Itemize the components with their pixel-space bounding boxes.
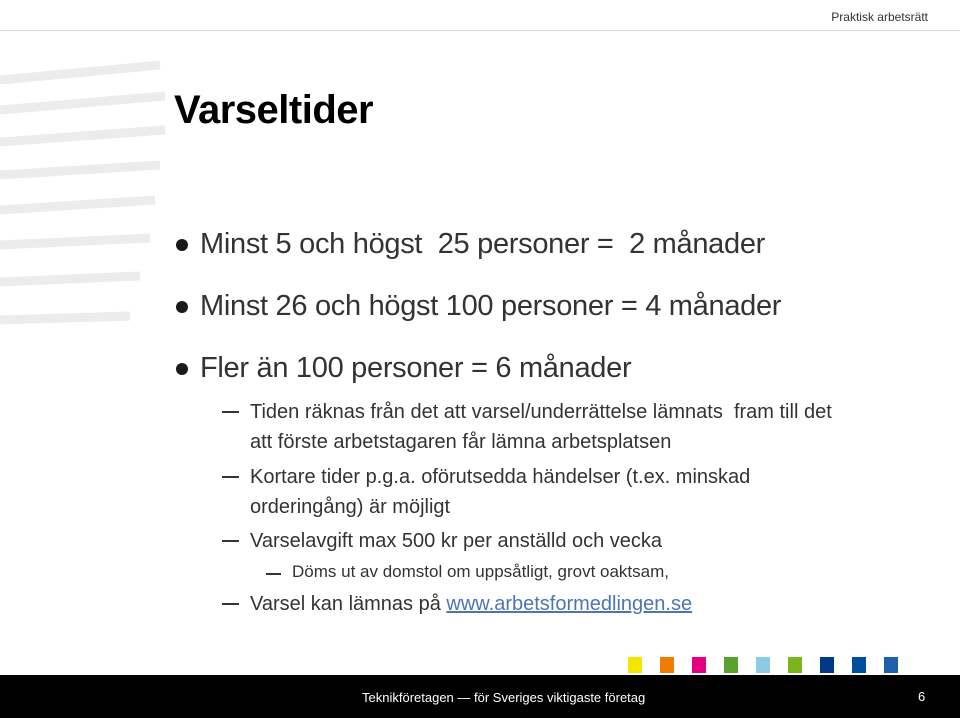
sub-bullet-line: Kortare tider p.g.a. oförutsedda händelser (t.ex. minskad: [250, 466, 751, 488]
color-square: [884, 657, 898, 673]
bullet-2: [200, 290, 781, 323]
color-square: [692, 657, 706, 673]
color-square: [724, 657, 738, 673]
sub-bullet-line: Varselavgift max 500 kr per anställd och vecka: [250, 530, 663, 552]
header-label: Praktisk arbetsrätt: [831, 10, 928, 24]
color-square: [628, 657, 642, 673]
sub-bullet-4: [250, 589, 850, 619]
slide-title: Varseltider: [174, 88, 374, 132]
sub-bullet-line: orderingång) är möjligt: [250, 496, 451, 518]
decorative-lines: [0, 60, 170, 390]
dash-icon: [266, 573, 281, 575]
sub-bullet-text: Varsel kan lämnas på: [250, 593, 447, 615]
bullet-dot-icon: [176, 239, 188, 251]
bullet-text: Fler än 100 personer = 6 månader: [200, 352, 632, 384]
sub-bullet-2: [250, 462, 850, 522]
color-square: [660, 657, 674, 673]
header-divider: [0, 30, 960, 31]
dash-icon: [222, 411, 239, 413]
sub-bullet-line: att förste arbetstagaren får lämna arbetsplatsen: [250, 431, 672, 453]
bullet-1: [200, 228, 765, 261]
page-number: 6: [918, 689, 926, 704]
color-square: [820, 657, 834, 673]
dash-icon: [222, 476, 239, 478]
sub-bullet-3: [250, 526, 850, 556]
sub-sub-bullet: [292, 562, 669, 582]
bullet-text: Minst 26 och högst 100 personer = 4 månader: [200, 290, 782, 322]
arbetsformedlingen-link[interactable]: www.arbetsformedlingen.se: [446, 593, 693, 615]
color-square: [788, 657, 802, 673]
dash-icon: [222, 603, 239, 605]
color-square: [756, 657, 770, 673]
bullet-3: [200, 352, 631, 385]
bullet-text: Minst 5 och högst 25 personer = 2 månader: [200, 228, 766, 260]
dash-icon: [222, 540, 239, 542]
footer-text: Teknikföretagen — för Sveriges viktigaste företag: [362, 690, 646, 705]
sub-bullet-line: Tiden räknas från det att varsel/underrättelse lämnats fram till det: [250, 401, 832, 423]
sub-bullet-1: [250, 397, 850, 457]
sub-sub-bullet-text: Döms ut av domstol om uppsåtligt, grovt oaktsam,: [292, 562, 669, 581]
bullet-dot-icon: [176, 363, 188, 375]
color-square: [852, 657, 866, 673]
bullet-dot-icon: [176, 301, 188, 313]
